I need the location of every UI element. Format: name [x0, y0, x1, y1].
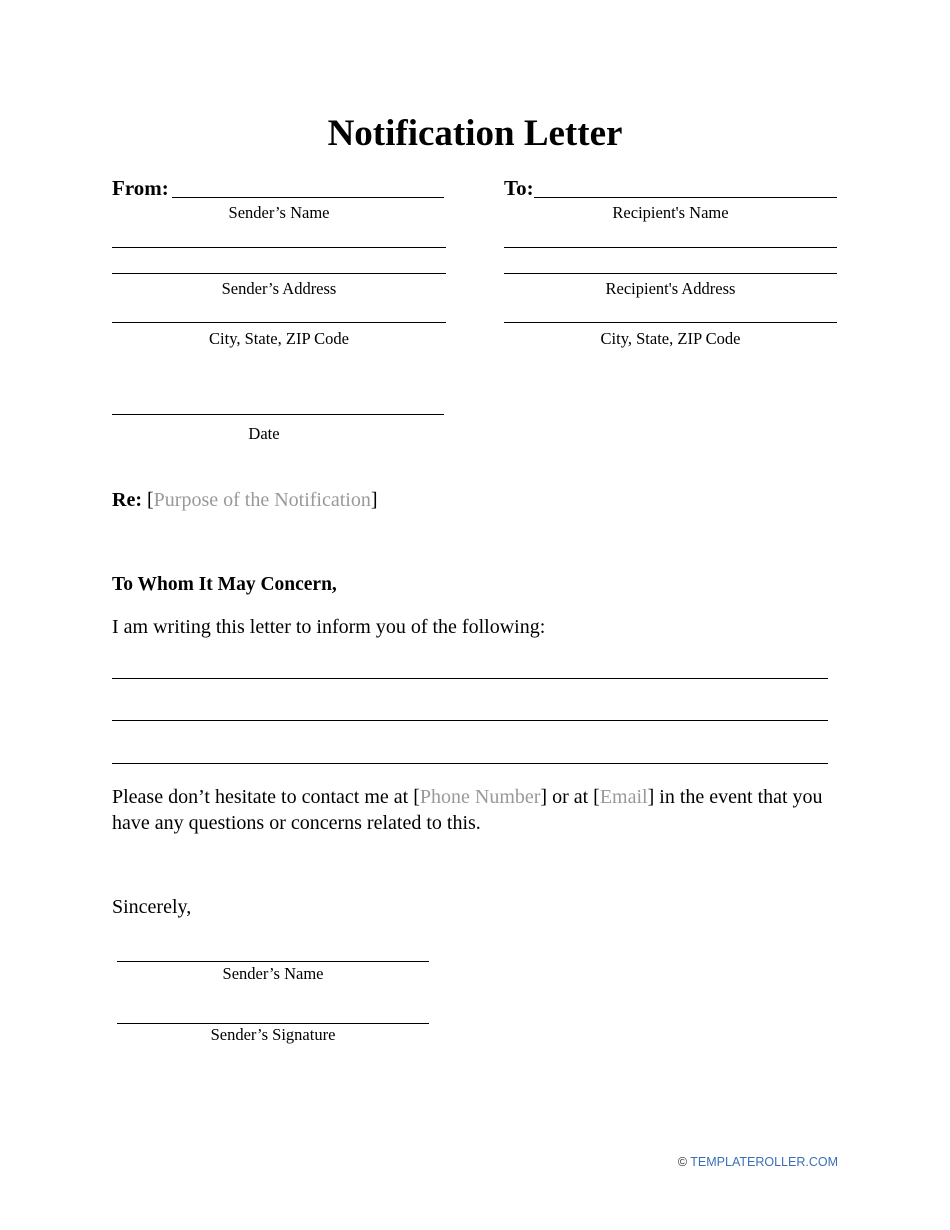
sender-name-caption: Sender’s Name [228, 203, 330, 222]
contact-text-2: ] or at [ [540, 786, 600, 808]
body-blank-line-1[interactable] [112, 678, 828, 679]
footer-link[interactable]: TEMPLATEROLLER.COM [690, 1155, 838, 1169]
email-placeholder[interactable]: Email [599, 786, 648, 808]
sender-city-caption: City, State, ZIP Code [209, 329, 349, 348]
signature-name-caption: Sender’s Name [222, 964, 324, 983]
copyright-symbol: © [677, 1155, 688, 1169]
re-line [112, 487, 378, 513]
sender-address-caption: Sender’s Address [221, 279, 337, 298]
date-line[interactable] [112, 414, 444, 415]
footer-brand [678, 1155, 838, 1169]
body-blank-line-3[interactable] [112, 763, 828, 764]
salutation: To Whom It May Concern, [112, 574, 337, 595]
closing: Sincerely, [112, 896, 192, 918]
from-label: From: [112, 176, 169, 200]
recipient-city-line[interactable] [504, 322, 837, 323]
recipient-address-caption: Recipient's Address [605, 279, 736, 298]
page-title: Notification Letter [327, 113, 623, 154]
sender-address-line-2[interactable] [112, 273, 446, 274]
signature-line[interactable] [117, 1023, 429, 1024]
signature-caption: Sender’s Signature [210, 1025, 336, 1044]
to-label: To: [504, 176, 534, 200]
purpose-placeholder[interactable]: Purpose of the Notification [153, 489, 371, 511]
recipient-address-line-2[interactable] [504, 273, 837, 274]
re-label: Re: [112, 489, 142, 511]
recipient-name-caption: Recipient's Name [612, 203, 729, 222]
contact-paragraph [112, 784, 840, 836]
signature-name-line[interactable] [117, 961, 429, 962]
sender-city-line[interactable] [112, 322, 446, 323]
intro-text: I am writing this letter to inform you of the following: [112, 616, 546, 638]
re-close-bracket: ] [370, 489, 378, 511]
body-blank-line-2[interactable] [112, 720, 828, 721]
recipient-name-line[interactable] [534, 197, 837, 198]
recipient-address-line-1[interactable] [504, 247, 837, 248]
sender-address-line-1[interactable] [112, 247, 446, 248]
date-caption: Date [248, 424, 280, 443]
recipient-city-caption: City, State, ZIP Code [600, 329, 741, 348]
sender-name-line[interactable] [172, 197, 444, 198]
contact-text-1: Please don’t hesitate to contact me at [ [112, 786, 420, 808]
phone-placeholder[interactable]: Phone Number [419, 786, 541, 808]
contact-text-3: ] in the event that you have any questions or concerns related to this. [112, 786, 823, 834]
re-open-bracket: [ [146, 489, 154, 511]
